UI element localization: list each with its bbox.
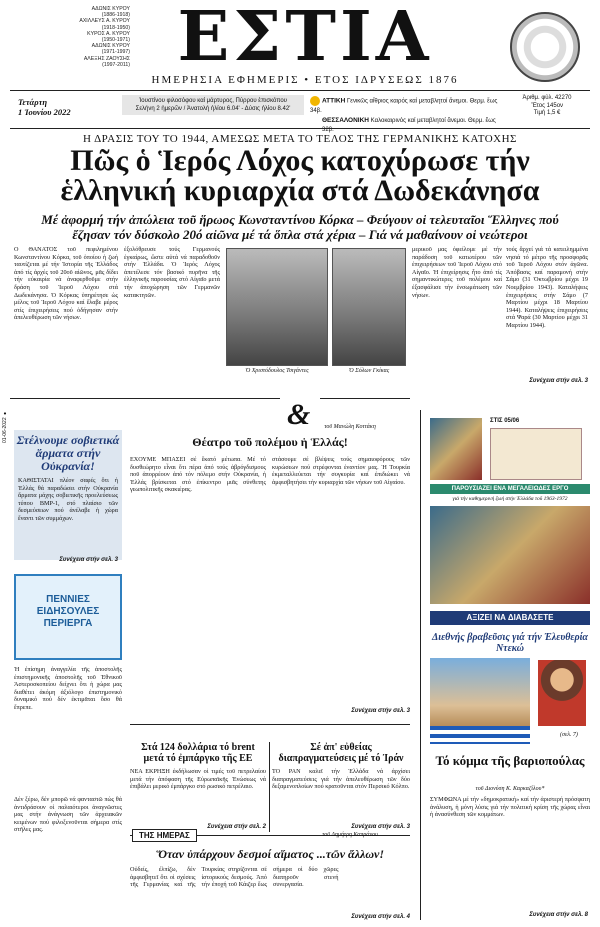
bariopoulas-title[interactable]: Τό κόμμα τῆς βαριοπούλας xyxy=(435,753,585,768)
ideas-body-2: Δέν ξέρω, δέν μπορῶ νά φανταστῶ πώς θά ἀντιδράσουν οἱ παλαιότεροι ἀναγνῶστες μας στήν ἀνάγνωση τῶν ἀρχειακῶν κειμένων πού φιλοξενοῦνται σήμερα στίς στῆλες μας. xyxy=(14,796,122,834)
lead-body-col3: μερικοῦ μας ὀφείλομε μέ τήν παράδοση τοῦ κατωτέρου τῶν ἐπιχειρήσεων τοῦ Ἱεροῦ Λόχου στό Αἰγαῖο. Ἡ ἐπιχείρησις ἦτο ἀπό τίς σημαντικώτερες τοῦ πολέμου καί ἐξασφάλισε τήν ἑνσωμάτωση τῶν νήσων. xyxy=(412,246,502,299)
promo-books-image[interactable] xyxy=(430,506,590,604)
founder-line: (1971-1997) xyxy=(101,49,130,56)
brent-title[interactable]: Στά 124 δολλάρια τό brent μετά τό ἐμπάργκο τῆς ΕΕ xyxy=(141,742,255,764)
founder-line: (1886-1918) xyxy=(101,12,130,19)
bariopoulas-byline: τοῦ Διονύση Κ. Καρκαζίλου* xyxy=(475,786,545,792)
acropolis-image xyxy=(430,658,530,726)
lead-headline[interactable]: Πῶς ὁ Ἱερός Λόχος κατοχύρωσε τήν ἑλληνική κυριαρχία στά Δωδεκάνησα xyxy=(60,144,540,207)
photo-caption: Ὁ Σόλων Γκίκας xyxy=(348,368,390,374)
continued-link[interactable]: Συνέχεια στήν σελ. 8 xyxy=(529,912,588,918)
day-byline: τοῦ Δημήτρη Καπράνου xyxy=(322,832,378,838)
continued-link[interactable]: Συνέχεια στήν σελ. 3 xyxy=(351,824,410,830)
divider xyxy=(10,90,590,91)
day-body: Οὐδείς, ἐλπίζω, δέν ἀμφισβητεῖ ὅτι οἱ σχέσεις τῆς Γερμανίας καί τῆς Τουρκίας στηρίζονται σέ ἱστορικούς δεσμούς. Ἀπό τήν ἐποχή τοῦ Κάιζερ ἕως σήμερα οἱ δύο χῶρες διατηροῦν στενή συνεργασία. xyxy=(130,866,339,889)
must-read-label: ΑΞΙΖΕΙ ΝΑ ΔΙΑΒΑΣΕΤΕ xyxy=(430,611,590,625)
founder-line: ΚΥΡΟΣ Α. ΚΥΡΟΥ xyxy=(87,30,130,37)
founder-line: ΑΔΩΝΙΣ ΚΥΡΟΥ xyxy=(91,43,130,50)
promo-sub: γιά τήν καθημερινή ζωή στήν Ἑλλάδα τοῦ 1963-1972 xyxy=(452,496,568,502)
promo-tag: ΣΤΙΣ 05/06 xyxy=(490,418,520,424)
must-read-title[interactable]: Διεθνής βραβεῦσις γιά τήν Ἐλευθερία Ντεκώ xyxy=(432,632,588,654)
continued-link[interactable]: Συνέχεια στήν σελ. 3 xyxy=(59,557,118,563)
continued-link[interactable]: Συνέχεια στήν σελ. 3 xyxy=(529,378,588,384)
photo-caption: Ὁ Χριστόδουλος Τσιγάντες xyxy=(245,368,309,374)
founder-line: (1918-1950) xyxy=(101,24,130,31)
continued-link[interactable]: Συνέχεια στήν σελ. 4 xyxy=(351,914,410,920)
section-ornament: & xyxy=(287,398,311,431)
founder-line: ΑΧΙΛΛΕΥΣ Α. ΚΥΡΟΥ xyxy=(79,18,130,25)
lead-body-col1: Ο ΘΑΝΑΤΟΣ τοῦ πεφιλημένου Κωνσταντίνου Κόρκα, τοῦ ὁποίου ἡ ζωή ταυτίζεται μέ τήν Ἱστορία τῆς Ἑλλάδος ἀπό τίς ἀρχές τοῦ 20οῦ αἰῶνος, μᾶς δίδει τήν εὐκαιρία νά ἀναφερθοῦμε στήν δράση τοῦ Ἱεροῦ Λόχου στά Δωδεκάνησα. Ὁ Κόρκας ὑπηρέτησε ὡς μέλος τοῦ Ἱεροῦ Λόχου καί ἔλαβε μέρος στίς ἐπιχειρήσεις πού ὁδήγησαν στήν ἀπελευθέρωση τῶν νήσων. xyxy=(14,246,118,322)
lead-body-col2: ἐξολόθρευσε τούς Γερμανούς ἐγκαίρως, ὥστε αὐτά νά παραδοθοῦν στήν Ἑλλάδα. Ὁ Ἱερός Λόχος ἀπετέλεσε τόν βασικό πυρῆνα τῆς ἑλληνικῆς παρουσίας στό Αἰγαῖο μετά τήν ἀποχώρηση τῶν Γερμανῶν κατακτητῶν. xyxy=(124,246,220,299)
margin-date: 01-06-2022 ● xyxy=(2,410,8,443)
greek-flag-image xyxy=(430,726,530,744)
iran-body: ΤΟ ΡΑΝ καλεῖ τήν Ἑλλάδα νά ἀρχίσει διαπραγματεύσεις γιά τήν ἀπελευθέρωση τῶν δύο δεξαμενοπλοίων πού κρατοῦνται στόν Περσικό Κόλπο. xyxy=(272,768,410,791)
iran-title[interactable]: Σέ ἀπ' εὐθείας διαπραγματεύσεις μέ τό Ἰράν xyxy=(278,742,404,764)
theater-byline: τοῦ Μανώλη Κοττάκη xyxy=(324,424,376,430)
portrait-image xyxy=(538,660,586,726)
book-ad-image[interactable] xyxy=(430,418,482,480)
emblem-seal-icon xyxy=(510,12,580,82)
portrait-gkikas xyxy=(332,248,406,366)
portrait-tsigantes xyxy=(226,248,328,366)
ideas-box xyxy=(14,574,122,660)
day-title[interactable]: Ὅταν ὑπάρχουν δεσμοί αἵματος ...τῶν ἄλλων! xyxy=(155,847,385,861)
promo-cover[interactable] xyxy=(490,428,582,480)
lead-body-col4: τούς ἄρχεί γιά τά κατειλημμένα νησιά τό μέτρο τῆς προσφορᾶς τοῦ Ἱεροῦ Λόχου στόν ἀγῶνα. Ἀπόβασις καί παραμονή στήν Σάμο (31 Ὀκτωβρίου μέχρι 19 Νοεμβρίου 1943). Καταλήψεις ἐπιχειρήσεις στήν Σάμο (7 Μαρτίου μέχρι 18 Μαρτίου 1944). Καταλήψεις ἐπιχειρήσεις στά Ψαρά (30 Μαρτίου μέχρι 31 Μαρτίου 1944). xyxy=(506,246,588,329)
divider xyxy=(10,398,280,399)
sun-icon xyxy=(310,96,320,106)
lead-deck: Μέ ἀφορμή τήν ἀπώλεια τοῦ ἥρωος Κωνσταντίνου Κόρκα – Φεύγουν οἱ τελευταῖοι Ἕλληνες πού ἔζησαν τόν δύσκολο 20ό αἰῶνα μέ τά ὅπλα στά χέρια – Γιά νά μαθαίνουν οἱ νεώτεροι xyxy=(41,212,559,242)
divider xyxy=(269,742,270,832)
ideas-body: Ἡ ἐπίσημη ἀναγγελία τῆς ἀποστολῆς ἐπιστημονικῆς ἀποστολῆς τοῦ Ἐθνικοῦ Ἀστεροσκοπείου δείχνει ὅτι ἡ χώρα μας διαθέτει ἀκόμη ἀξιόλογο ἐπιστημονικό δυναμικό πού δέν ἐκτιμᾶται ὅσο θά ἔπρεπε. xyxy=(14,666,122,711)
armor-body: ΚΑΘΙΣΤΑΤΑΙ πλέον σαφές ὅτι ἡ Ἑλλάς θά παραδώσει στήν Οὐκρανία ἅρματα μάχης σοβιετικῆς προελεύσεως τύπου BMP-1, στό πλαίσιο τῶν δεσμεύσεων πού ἀνέλαβε ἡ χώρα ἔναντι τῶν συμμάχων. xyxy=(18,477,118,522)
weather-box: ΑΤΤΙΚΗ Γενικῶς αἴθριος καιρός καί μεταβλητοί ἄνεμοι. Θερμ. ἕως 34β. ΘΕΣΣΑΛΟΝΙΚΗ Καλοκαιρινός καί μεταβλητοί ἄνεμοι. Θερμ. ἕως 32β. xyxy=(310,97,498,133)
issue-date: Τετάρτη 1 Ἰουνίου 2022 xyxy=(18,97,71,117)
saints-box: Ἰουστίνου φιλοσόφου καί μάρτυρος, Πύρρου ἐπισκόπου Σελήνη 2 ἡμερῶν / Ἀνατολή ἡλίου 6.04' - Δύσις ἡλίου 8.42' xyxy=(122,95,304,115)
bariopoulas-body: ΣΥΜΦΩΝΑ μέ τήν «δημοκρατική» καί τήν ἀριστερή πρόσφατη ἀνάλυση, ἡ μόνη λύσις γιά τήν πολιτική κρίση τῆς χώρας εἶναι ἡ ἀνασύνθεση τῶν κομμάτων. xyxy=(430,796,590,819)
armor-box xyxy=(14,430,122,563)
ideas-title: ΠΕΝΝΙΕΣ ΕΙΔΗΣΟΥΛΕΣ ΠΕΡΙΕΡΓΑ xyxy=(36,594,100,629)
issue-info: Ἀριθμ. φύλ. 42270 Ἔτος 145ον Τιμή 1,5 € xyxy=(522,95,572,116)
divider xyxy=(130,724,410,725)
divider xyxy=(320,398,410,399)
divider xyxy=(10,128,590,129)
continued-link[interactable]: Συνέχεια στήν σελ. 3 xyxy=(351,708,410,714)
founder-line: ΑΔΩΝΙΣ ΚΥΡΟΥ xyxy=(91,6,130,12)
founders-list xyxy=(14,6,130,68)
founder-line: (1950-1971) xyxy=(101,37,130,44)
founder-line: (1997-2011) xyxy=(102,61,130,68)
divider xyxy=(420,410,421,920)
page-ref: (σελ. 7) xyxy=(560,732,578,738)
masthead-title: ΕΣΤΙΑ xyxy=(177,0,433,77)
theater-body-col1: ΕΧΟΥΜΕ ΜΠΑΣΕΙ σέ ἕκατό μέτωπα. Μέ τό δυσθεώρητο εἶναι ὅτι πέρα ἀπό τούς ἀβρόγδισμους ποῦ ἀπορρέουν ἀπό τόν πόλεμο στήν Οὐκρανία, ἡ Ἑλλάς βρίσκεται στό ἐπίκεντρο μιᾶς σύνθετης γεωπολιτικῆς σκακιέρας. xyxy=(130,456,266,494)
theater-body-col2: στάσουμε σέ βλέψεις τούς σημαιοφόρους τῶν κυρώσεων πού στρέφονται ἐναντίον μας. Ἡ Τουρκία ἐκμεταλλεύεται τήν συγκυρία καί ἐπιδιώκει νά ἀμφισβητήσει τήν κυριαρχία τῶν νήσων τοῦ Αἰγαίου. xyxy=(272,456,410,486)
founder-line: ΑΛΕΞΗΣ ΖΑΟΥΣΗΣ xyxy=(83,55,130,62)
armor-title[interactable]: Στέλνουμε σοβιετικά ἅρματα στήν Οὐκρανία! xyxy=(16,433,120,473)
promo-title: ΠΑΡΟΥΣΙΑΖΕΙ ΕΝΑ ΜΕΓΑΛΕΙΩΔΕΣ ΕΡΓΟ xyxy=(430,484,590,494)
masthead-subtitle: ΗΜΕΡΗΣΙΑ ΕΦΗΜΕΡΙΣ • ΕΤΟΣ ΙΔΡΥΣΕΩΣ 1876 xyxy=(151,74,459,86)
continued-link[interactable]: Συνέχεια στήν σελ. 2 xyxy=(207,824,266,830)
section-label: ΤΗΣ ΗΜΕΡΑΣ xyxy=(132,829,197,842)
lead-kicker: Η ΔΡΑΣΙΣ ΤΟΥ ΤΟ 1944, ΑΜΕΣΩΣ ΜΕΤΑ ΤΟ ΤΕΛΟΣ ΤΗΣ ΓΕΡΜΑΝΙΚΗΣ ΚΑΤΟΧΗΣ xyxy=(83,133,517,145)
theater-title[interactable]: Θέατρο τοῦ πολέμου ἡ Ἑλλάς! xyxy=(192,435,348,449)
brent-body: ΝΕΑ ΕΚΡΗΞΗ ἐκδήλωσαν οἱ τιμές τοῦ πετρελαίου μετά τήν ἀπόφαση τῆς Εὐρωπαϊκῆς Ἑνώσεως νά ἐπιβάλει μερικό ἐμπάργκο στό ρωσικό πετρέλαιο. xyxy=(130,768,266,791)
